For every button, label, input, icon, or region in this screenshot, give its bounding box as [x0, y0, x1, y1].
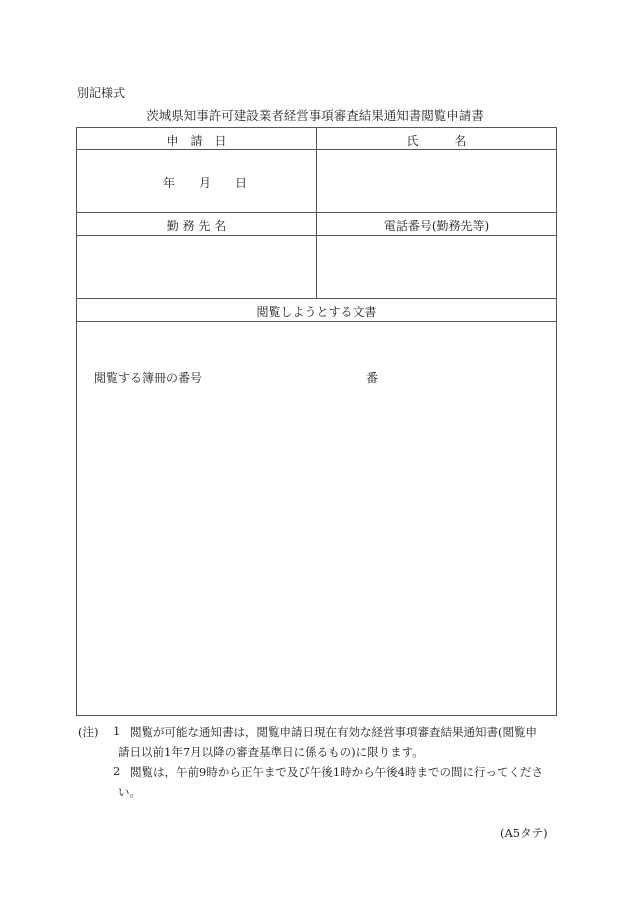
document-header: 閲覧しようとする文書 [256, 305, 377, 319]
paper-size-note: (A5タテ) [500, 826, 548, 840]
note-1-line-1: 閲覧が可能な通知書は，閲覧申請日現在有効な経営事項審査結果通知書(閲覧申 [130, 725, 537, 739]
register-number-field[interactable] [220, 365, 360, 385]
note-2-line-1: 閲覧は，午前9時から正午まで及び午後1時から午後4時までの間に行ってくださ [130, 765, 543, 779]
workplace-field[interactable] [77, 236, 316, 298]
register-number-suffix: 番 [366, 371, 379, 385]
applicant-name-header: 氏 名 [406, 134, 467, 148]
applicant-name-field[interactable] [317, 150, 556, 212]
application-date-header: 申 請 日 [166, 134, 227, 148]
register-number-label: 閲覧する簿冊の番号 [94, 371, 203, 385]
application-date-field[interactable]: 年 月 日 [162, 176, 247, 190]
phone-header: 電話番号(勤務先等) [383, 219, 490, 233]
phone-field[interactable] [317, 236, 556, 298]
note-1-number: 1 [113, 724, 121, 738]
document-title: 茨城県知事許可建設業者経営事項審査結果通知書閲覧申請書 [146, 108, 484, 123]
table-rule [76, 321, 557, 322]
note-1-line-2: 請日以前1年7月以降の審査基準日に係るもの)に限ります。 [118, 745, 424, 759]
table-rule [76, 298, 557, 299]
notes-prefix: (注) [78, 725, 99, 739]
note-2-line-2: い。 [118, 785, 141, 799]
form-label: 別記様式 [77, 86, 126, 100]
workplace-header: 勤 務 先 名 [166, 219, 227, 233]
note-2-number: 2 [113, 764, 121, 778]
